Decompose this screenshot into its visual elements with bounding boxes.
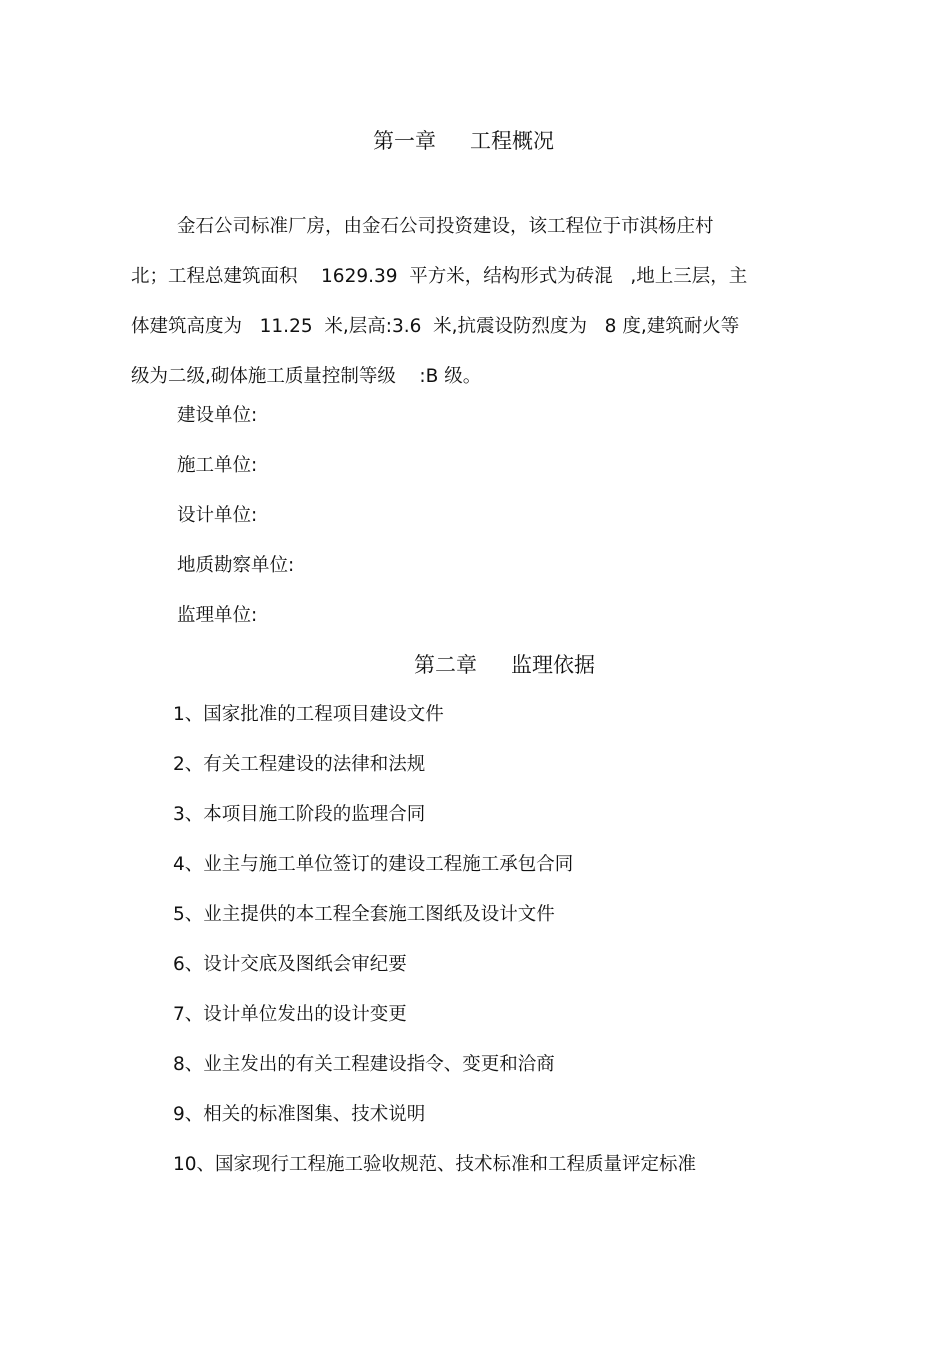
survey-unit-label: 地质勘察单位: [177,555,295,576]
construction-owner-label: 建设单位: [177,405,258,426]
chapter-1-number: 第一章 [373,129,436,153]
supervision-basis-list [173,701,696,1201]
list-item: 6、设计交底及图纸会审纪要 [173,954,407,975]
overview-line-3: 体建筑高度为 11.25 米,层高:3.6 米,抗震设防烈度为 8 度,建筑耐火等 [131,316,740,337]
list-item: 4、业主与施工单位签订的建设工程施工承包合同 [173,854,574,875]
project-overview-paragraph [131,202,821,402]
supervisor-label: 监理单位: [177,605,258,626]
chapter-2-title: 监理依据 [511,653,595,677]
list-item: 9、相关的标准图集、技术说明 [173,1104,426,1125]
chapter-2-heading [414,651,595,679]
contractor-label: 施工单位: [177,455,258,476]
chapter-1-title: 工程概况 [470,129,554,153]
chapter-2-number: 第二章 [414,653,477,677]
list-item: 1、国家批准的工程项目建设文件 [173,704,444,725]
overview-line-1: 金石公司标准厂房，由金石公司投资建设，该工程位于市淇杨庄村 [177,216,714,237]
list-item: 8、业主发出的有关工程建设指令、变更和洽商 [173,1054,555,1075]
list-item: 3、本项目施工阶段的监理合同 [173,804,426,825]
list-item: 2、有关工程建设的法律和法规 [173,754,426,775]
list-item: 10、国家现行工程施工验收规范、技术标准和工程质量评定标准 [173,1154,697,1175]
list-item: 5、业主提供的本工程全套施工图纸及设计文件 [173,904,555,925]
overview-line-2: 北；工程总建筑面积 1629.39 平方米，结构形式为砖混 ,地上三层，主 [131,266,748,287]
designer-label: 设计单位: [177,505,258,526]
overview-line-4: 级为二级,砌体施工质量控制等级 :B 级。 [131,366,482,387]
chapter-1-heading [373,127,554,155]
list-item: 7、设计单位发出的设计变更 [173,1004,407,1025]
